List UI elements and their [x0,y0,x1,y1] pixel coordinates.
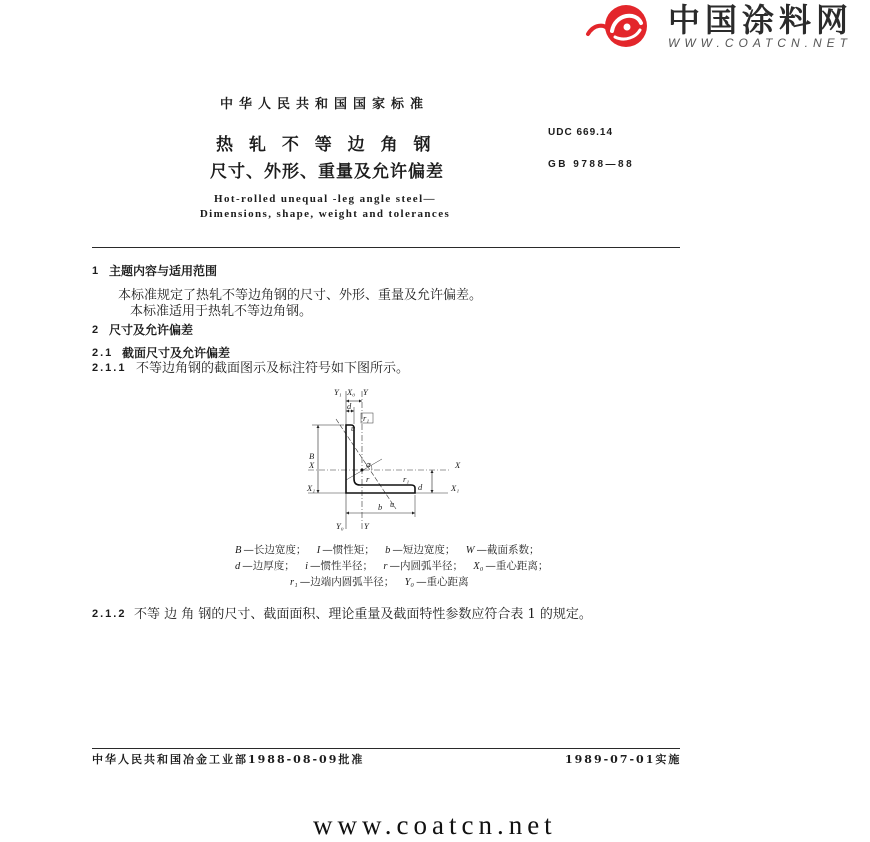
legend-desc: —重心距离； [485,560,549,572]
label-B: B [309,451,315,461]
section-2-1-number: 2.1 [92,347,114,359]
label-d-top: d [347,401,352,411]
site-watermark: www.coatcn.net [313,810,557,840]
label-r: r [366,474,370,484]
section-1-paragraph-2: 本标准适用于热轧不等边角钢。 [130,304,313,319]
label-r1-box: r₁ [363,413,370,423]
legend-item [405,576,469,588]
label-y-top: Y [363,387,368,397]
legend-row-3 [290,577,476,589]
legend-symbol: d [235,561,241,572]
legend-desc: —截面系数； [476,544,540,556]
legend-item [235,560,295,572]
label-x0-top: X₀ [347,387,356,397]
legend-item [385,544,455,556]
legend-item [383,560,463,572]
legend-desc: —内圆弧半径； [389,560,463,572]
section-2-number: 2 [92,324,101,336]
legend-item [473,560,548,572]
legend-item [466,544,540,556]
label-d-tip: d [418,482,423,492]
legend-symbol: Y₀ [404,577,415,588]
legend-symbol: b [385,545,391,556]
legend-symbol: r [383,561,388,572]
section-2-1-title: 截面尺寸及允许偏差 [122,346,231,360]
legend-desc: —惯性矩； [322,544,375,556]
effective-date: 1989-07-01实施 [565,753,682,766]
legend-desc: —边端内圆弧半径； [299,576,395,588]
legend-desc: —长边宽度； [243,544,307,556]
standard-type: 中华人民共和国国家标准 [220,97,430,112]
section-1-number: 1 [92,265,101,277]
label-x1-left: X₁ [307,483,316,493]
label-u-top: u [351,423,356,433]
legend-desc: —惯性半径； [310,560,374,572]
legend-item [235,544,306,556]
section-1-title: 主题内容与适用范围 [109,264,218,278]
logo-url: WWW.COATCN.NET [668,36,852,50]
approval-date: 中华人民共和国冶金工业部1988-08-09批准 [92,753,365,766]
legend-desc: —重心距离 [416,576,469,588]
section-2-title: 尺寸及允许偏差 [109,323,194,337]
legend-item [290,576,394,588]
legend-desc: —边厚度； [242,560,295,572]
title-cn-line-1: 热 轧 不 等 边 角 钢 [216,135,436,155]
label-x-left: X [309,460,315,470]
udc-code: UDC 669.14 [548,127,614,138]
label-alpha: α [366,459,371,469]
label-u-bottom: u [390,499,395,509]
section-2-1-2-number: 2.1.2 [92,608,127,620]
label-r1-tip: r₁ [403,474,410,484]
legend-symbol: I [316,545,321,556]
logo-name: 中国涂料网 [668,1,854,39]
title-en-line-1: Hot-rolled unequal -leg angle steel— [214,193,436,205]
legend-symbol: W [465,545,475,556]
section-1-paragraph-1: 本标准规定了热轧不等边角钢的尺寸、外形、重量及允许偏差。 [118,288,483,303]
label-b: b [378,502,383,512]
legend-symbol: r₁ [290,577,298,588]
v-axis-line [346,459,382,480]
legend-symbol: X₀ [473,561,484,572]
angle-section-diagram [300,383,470,535]
centroid-point [361,469,364,472]
section-2-1-1-number: 2.1.1 [92,362,127,374]
label-y1-top: Y₁ [334,387,342,397]
label-x-right: X [455,460,461,470]
label-y-bottom: Y [364,521,369,531]
footer-divider [92,748,680,749]
title-cn-line-2: 尺寸、外形、重量及允许偏差 [210,162,444,182]
label-y0-bottom: Y₀ [336,521,344,531]
section-2-1-2-text: 不等 边 角 钢的尺寸、截面面积、理论重量及截面特性参数应符合表 1 的规定。 [134,607,592,622]
legend-item [317,544,375,556]
legend-item [305,560,373,572]
legend-row-1 [235,545,546,557]
gb-code: GB 9788—88 [548,159,635,170]
coatcn-emblem-icon [584,2,664,48]
legend-symbol: B [235,545,242,556]
section-2-1-1-text: 不等边角钢的截面图示及标注符号如下图所示。 [136,361,410,376]
header-divider [92,247,680,248]
legend-symbol: i [305,561,309,572]
title-en-line-2: Dimensions, shape, weight and tolerances [199,208,451,220]
legend-row-2 [235,561,555,573]
legend-desc: —短边宽度； [392,544,456,556]
label-x1-right: X₁ [451,483,460,493]
